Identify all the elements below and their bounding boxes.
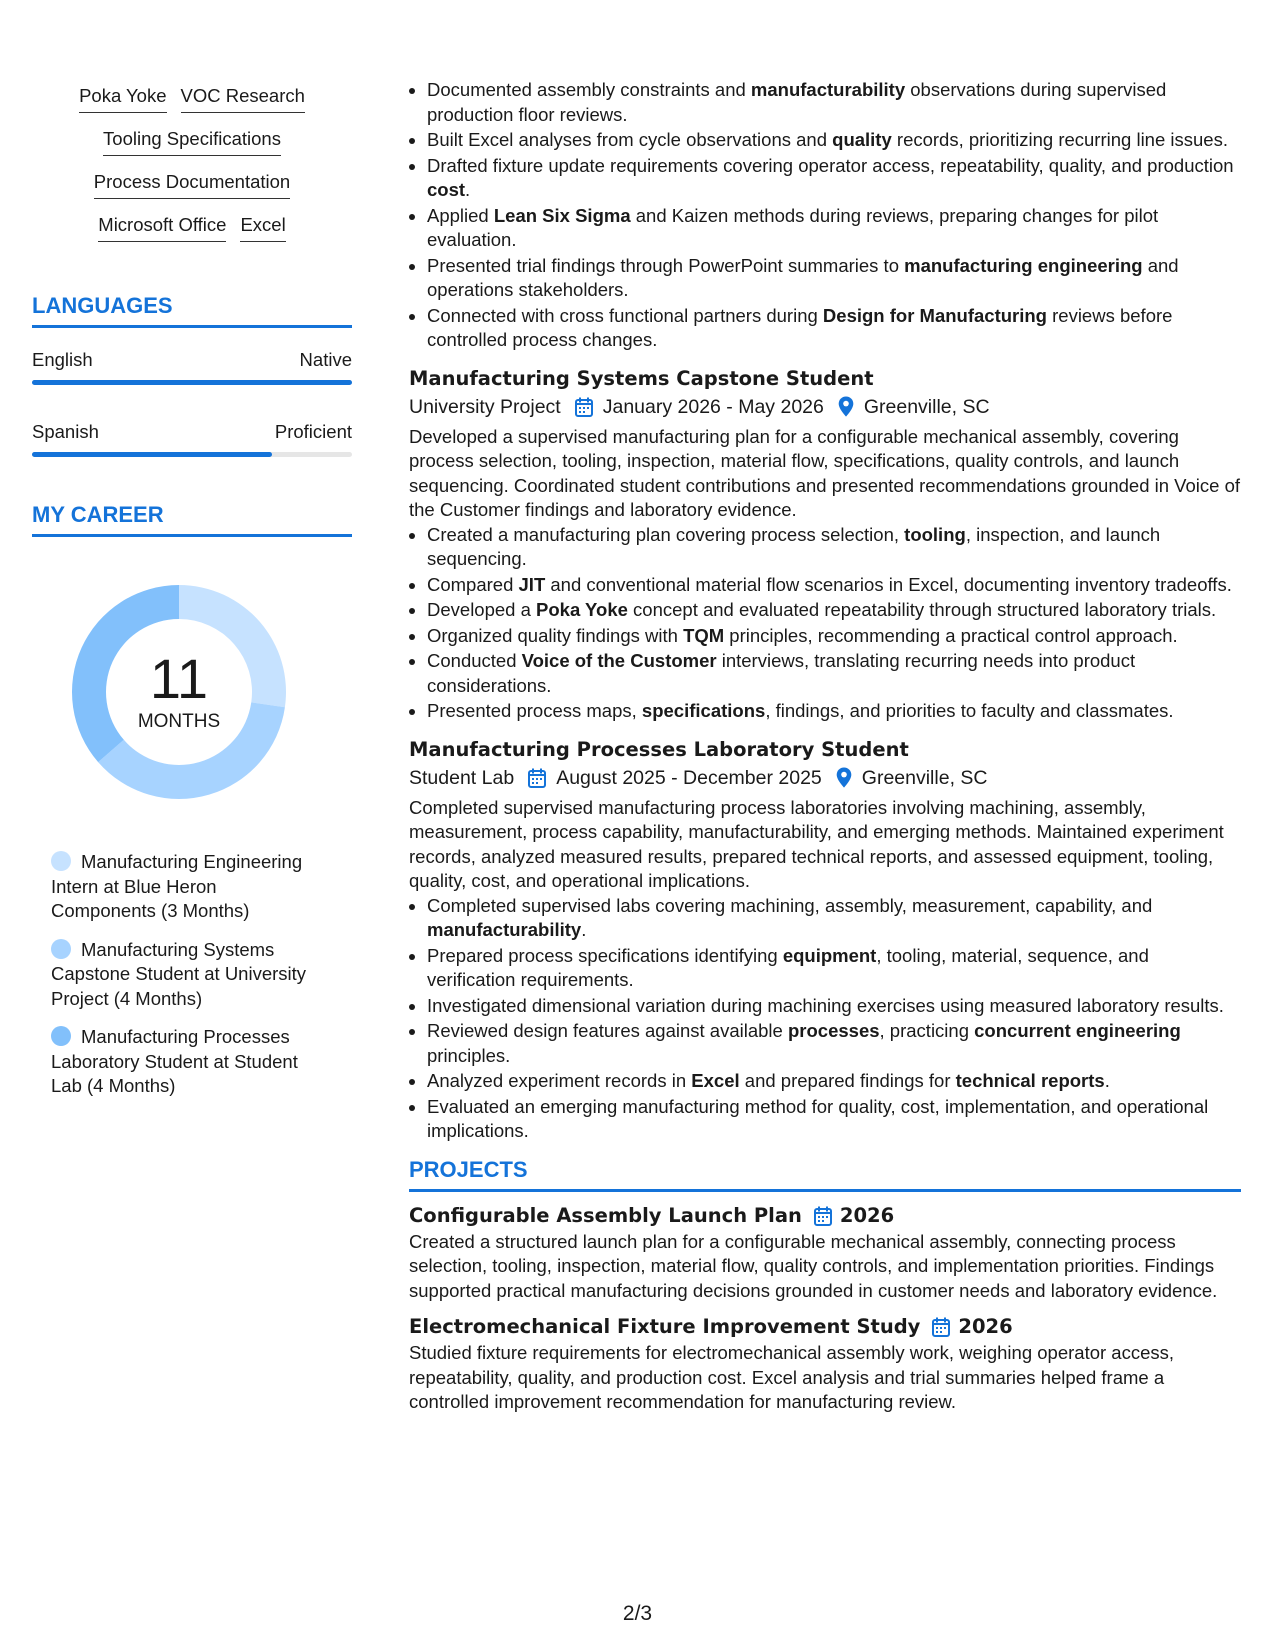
career-legend-item <box>51 850 313 924</box>
language-level: Native <box>299 349 352 370</box>
career-total: 11 <box>149 647 209 710</box>
skill-row <box>32 170 352 199</box>
sidebar <box>32 84 352 1113</box>
calendar-icon <box>575 397 593 417</box>
job-dates: August 2025 - December 2025 <box>556 766 822 789</box>
bullet-item: • Applied Lean Six Sigma and Kaizen methods during reviews, preparing changes for pilot evaluation. <box>427 204 1241 253</box>
skill-tag: Tooling Specifications <box>103 127 281 156</box>
bullet-item: • Investigated dimensional variation during machining exercises using measured laboratory results. <box>427 994 1241 1019</box>
bullet-item: • Conducted Voice of the Customer interviews, translating recurring needs into product considerations. <box>427 649 1241 698</box>
job-location: Greenville, SC <box>861 766 988 789</box>
skill-tag: Process Documentation <box>94 170 290 199</box>
main-content <box>409 78 1241 1423</box>
project-header <box>409 1313 1241 1341</box>
job-meta <box>409 393 1241 421</box>
skill-tag: Excel <box>240 213 285 242</box>
project-title: Configurable Assembly Launch Plan <box>409 1203 802 1227</box>
bullet-item: • Drafted fixture update requirements covering operator access, repeatability, quality, and production cost. <box>427 154 1241 203</box>
career-legend <box>51 850 313 1099</box>
bullet-item: • Analyzed experiment records in Excel and prepared findings for technical reports. <box>427 1069 1241 1094</box>
skill-tag: VOC Research <box>181 84 305 113</box>
skills-tags <box>32 84 352 242</box>
bullet-item: • Presented process maps, specifications, findings, and priorities to faculty and classmates. <box>427 699 1241 724</box>
career-legend-label: Manufacturing Processes Laboratory Student at Student Lab (4 Months) <box>51 1026 298 1096</box>
job-description: Developed a supervised manufacturing plan for a configurable mechanical assembly, covering process selection, tooling, inspection, material flow, specifications, quality controls, and launch sequencing. Coordinated student contributions and presented recommendations grounded in Voice of the Customer findings and laboratory evidence. <box>409 425 1241 520</box>
career-legend-label: Manufacturing Engineering Intern at Blue Heron Components (3 Months) <box>51 851 303 921</box>
project-year: 2026 <box>839 1203 895 1227</box>
language-bar <box>32 380 352 385</box>
page-number: 2/3 <box>622 1602 653 1625</box>
language-item <box>32 348 352 385</box>
calendar-icon <box>528 768 546 788</box>
bullet-item: • Completed supervised labs covering machining, assembly, measurement, capability, and manufacturability. <box>427 894 1241 943</box>
career-unit: MONTHS <box>137 711 221 732</box>
bullet-item: • Documented assembly constraints and manufacturability observations during supervised production floor reviews. <box>427 78 1241 127</box>
skill-tag: Microsoft Office <box>98 213 226 242</box>
location-pin-icon <box>836 767 852 788</box>
bullet-item: • Prepared process specifications identifying equipment, tooling, material, sequence, and verification requirements. <box>427 944 1241 993</box>
skill-tag: Poka Yoke <box>79 84 166 113</box>
bullet-item: • Evaluated an emerging manufacturing method for quality, cost, implementation, and operational implications. <box>427 1095 1241 1144</box>
bullet-item: • Reviewed design features against available processes, practicing concurrent engineering principles. <box>427 1019 1241 1068</box>
job-bullets <box>409 523 1241 724</box>
bullet-item: • Presented trial findings through PowerPoint summaries to manufacturing engineering and operations stakeholders. <box>427 254 1241 303</box>
job-description: Completed supervised manufacturing process laboratories involving machining, assembly, measurement, process capability, manufacturability, and emerging methods. Maintained experiment records, analyzed measured results, prepared technical reports, and assessed equipment, tooling, quality, cost, and operational implications. <box>409 796 1224 891</box>
previous-job-bullets <box>409 78 1241 353</box>
legend-dot <box>51 939 71 959</box>
languages-list <box>32 348 352 457</box>
job-meta <box>409 764 1241 792</box>
skill-row <box>32 213 352 242</box>
career-heading: MY CAREER <box>32 501 352 537</box>
job-entry <box>409 365 1241 724</box>
projects-heading: PROJECTS <box>409 1156 1241 1192</box>
job-bullets <box>409 894 1241 1144</box>
skill-row <box>32 84 352 113</box>
career-legend-label: Manufacturing Systems Capstone Student at University Project (4 Months) <box>51 938 307 1009</box>
project-description: Created a structured launch plan for a configurable mechanical assembly, connecting process selection, tooling, inspection, material flow, quality controls, and implementation priorities. Findings supported practical manufacturing decisions grounded in customer needs and laboratory evidence. <box>409 1230 1218 1301</box>
language-bar-fill <box>32 452 272 457</box>
job-location: Greenville, SC <box>863 395 990 418</box>
career-legend-item <box>51 938 313 1012</box>
calendar-icon <box>932 1317 950 1337</box>
skill-row <box>32 127 352 156</box>
job-org: University Project <box>409 395 561 418</box>
project-header <box>409 1202 1241 1230</box>
job-dates: January 2026 - May 2026 <box>602 395 824 418</box>
career-donut <box>65 578 293 806</box>
bullet-item: • Organized quality findings with TQM principles, recommending a practical control approach. <box>427 624 1241 649</box>
job-title: Manufacturing Processes Laboratory Student <box>409 737 909 761</box>
legend-dot <box>51 851 71 871</box>
project-title: Electromechanical Fixture Improvement Study <box>409 1315 921 1338</box>
project-entry <box>409 1202 1241 1304</box>
project-description: Studied fixture requirements for electromechanical assembly work, weighing operator access, repeatability, quality, and production cost. Excel analysis and trial summaries helped frame a controlled improvement recommendation for manufacturing review. <box>409 1342 1175 1412</box>
language-name: Spanish <box>32 421 99 442</box>
project-year: 2026 <box>958 1315 1013 1338</box>
job-org: Student Lab <box>409 766 515 789</box>
language-level: Proficient <box>274 421 352 442</box>
language-bar-fill <box>32 380 352 385</box>
bullet-item: • Compared JIT and conventional material flow scenarios in Excel, documenting inventory tradeoffs. <box>427 573 1241 598</box>
languages-heading: LANGUAGES <box>32 292 352 328</box>
legend-dot <box>51 1026 71 1046</box>
bullet-item: • Connected with cross functional partners during Design for Manufacturing reviews before controlled process changes. <box>427 304 1241 353</box>
language-item <box>32 420 352 457</box>
location-pin-icon <box>838 396 854 417</box>
language-name: English <box>32 349 93 370</box>
language-bar <box>32 452 352 457</box>
bullet-item: • Created a manufacturing plan covering process selection, tooling, inspection, and launch sequencing. <box>427 523 1241 572</box>
job-entry <box>409 736 1241 1144</box>
career-legend-item <box>51 1025 313 1099</box>
calendar-icon <box>814 1206 832 1226</box>
bullet-item: • Built Excel analyses from cycle observations and quality records, prioritizing recurring line issues. <box>427 128 1241 153</box>
job-title: Manufacturing Systems Capstone Student <box>409 366 874 390</box>
project-entry <box>409 1313 1241 1415</box>
bullet-item: • Developed a Poka Yoke concept and evaluated repeatability through structured laboratory trials. <box>427 598 1241 623</box>
